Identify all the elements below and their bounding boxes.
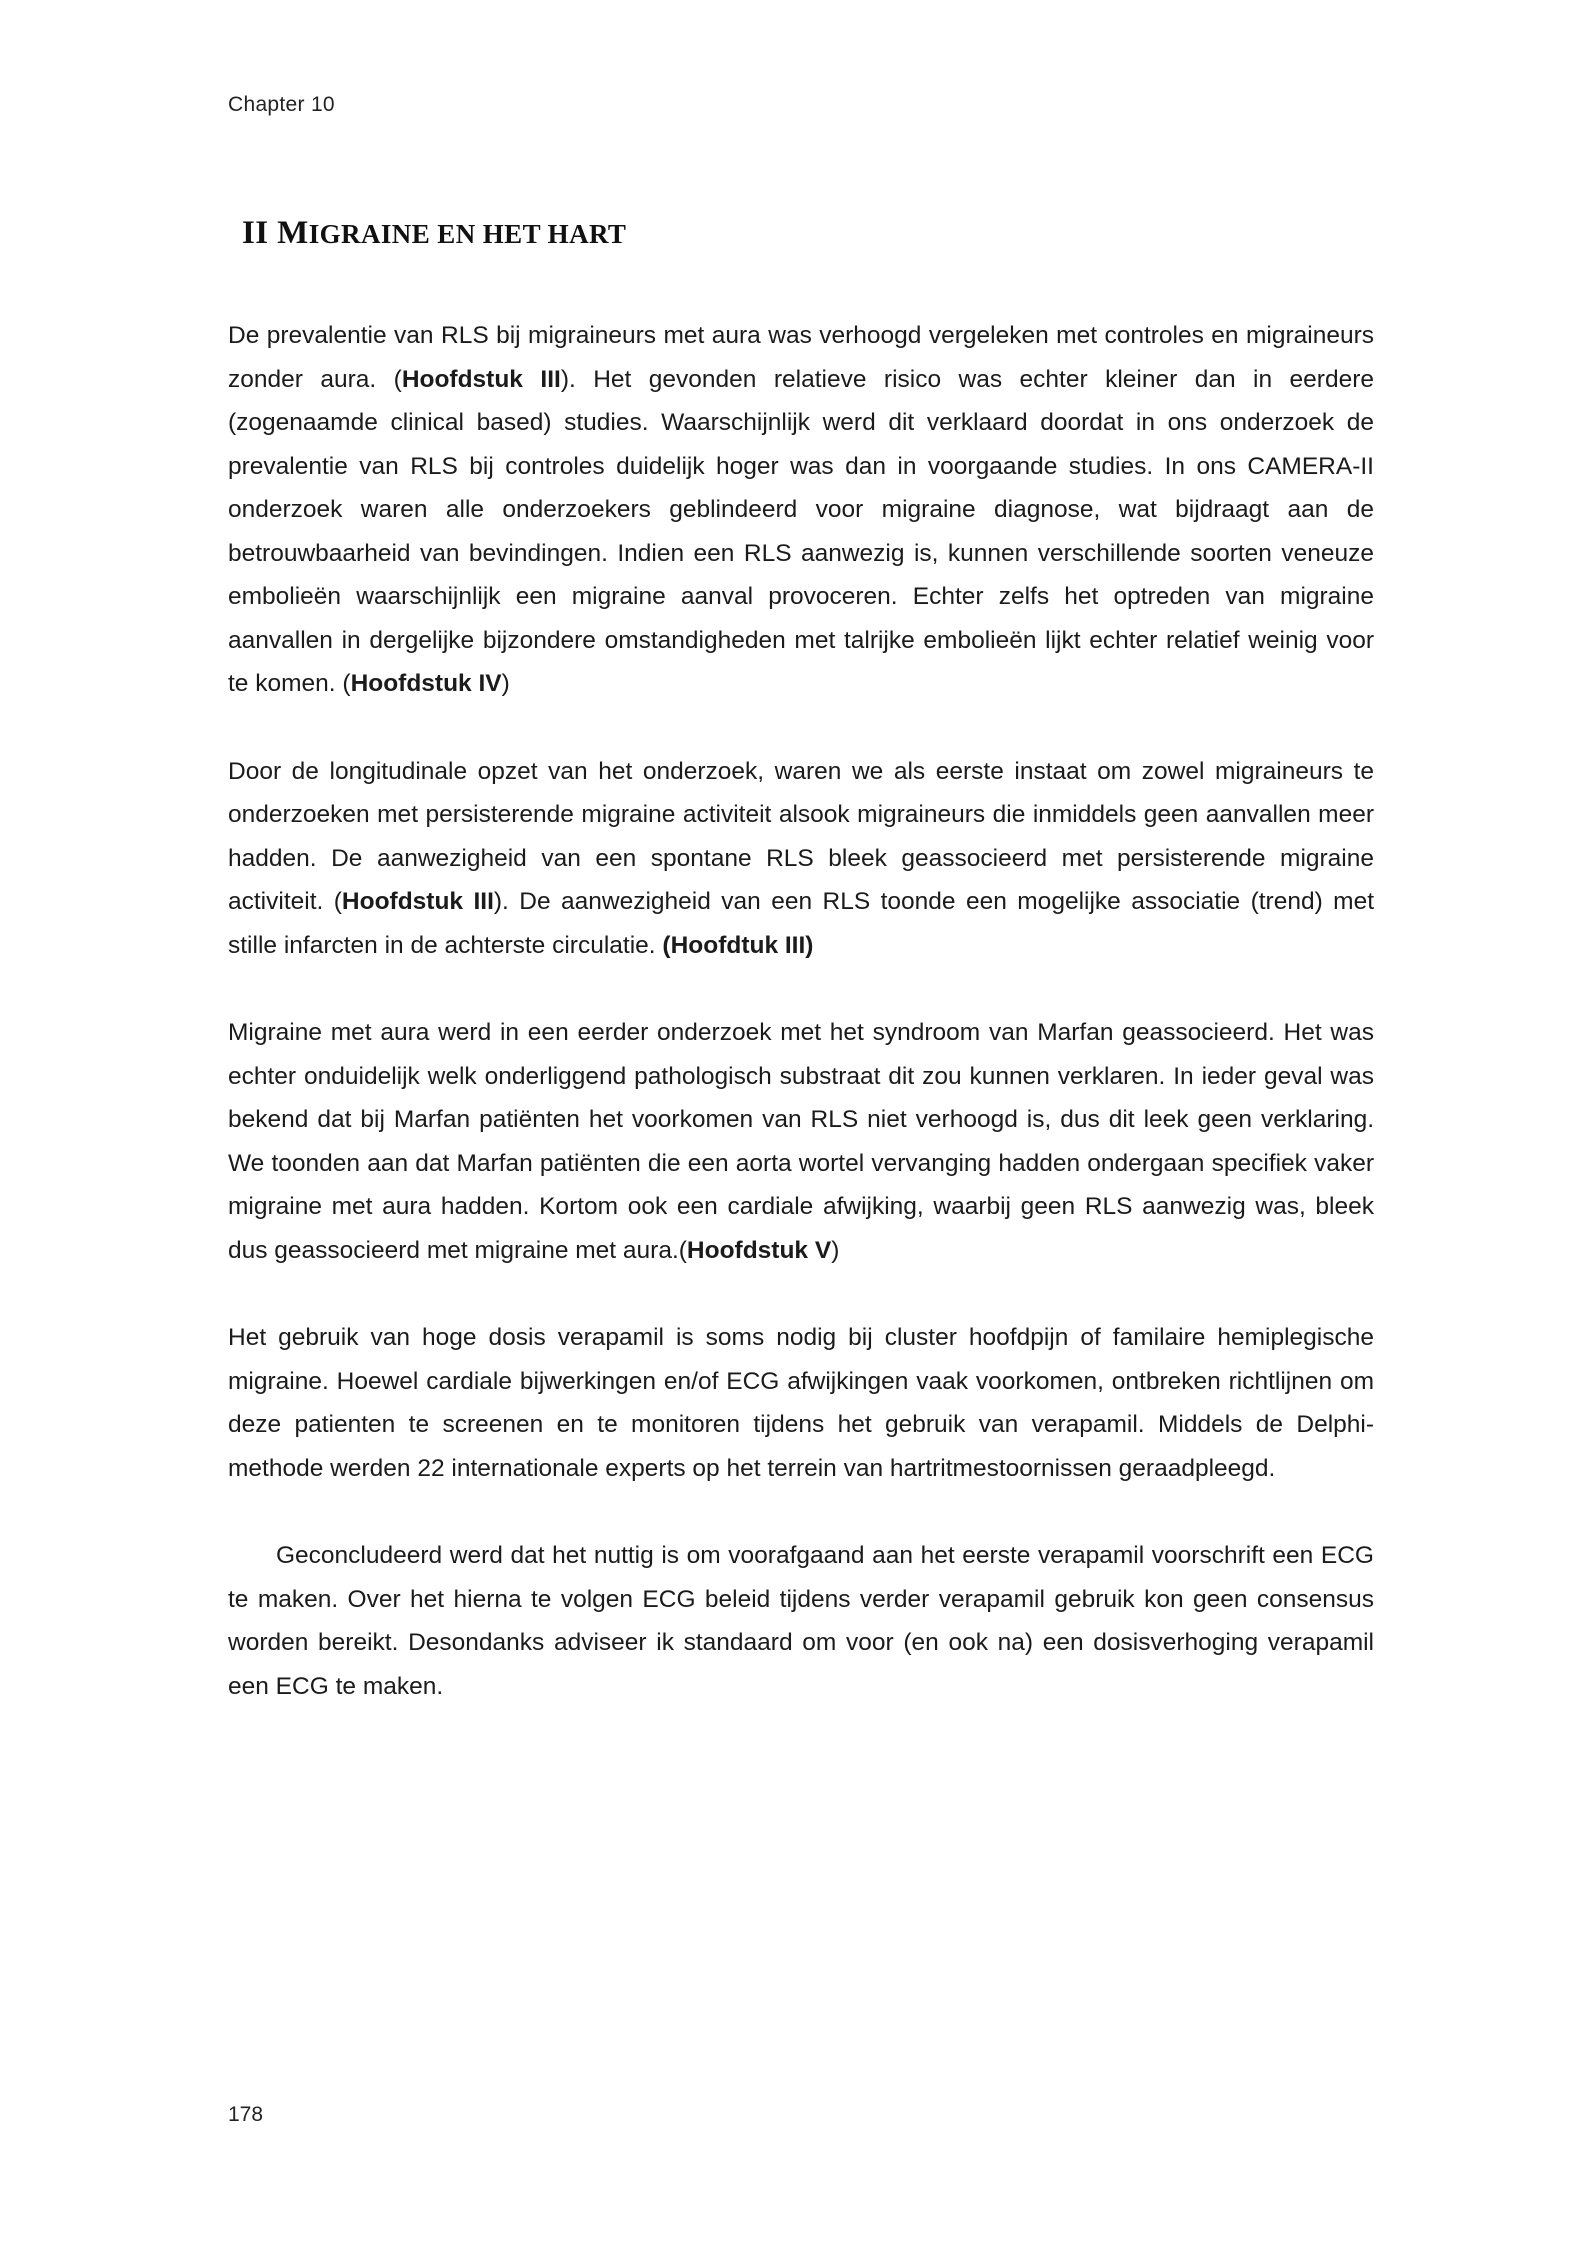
page-body — [228, 215, 1374, 1708]
paragraph-list — [228, 314, 1374, 1708]
text-run: ). De aanwezigheid van een RLS toonde een mogelijke associatie (trend) met stille infarcten in de achterste circulatie. — [228, 888, 1374, 959]
paragraph — [228, 314, 1374, 706]
paragraph — [228, 1011, 1374, 1272]
section-heading — [242, 215, 1374, 252]
text-run: De prevalentie van RLS bij migraineurs met aura was verhoogd vergeleken met controles en migraineurs zonder aura. ( — [228, 322, 1374, 393]
text-run: Door de longitudinale opzet van het onderzoek, waren we als eerste instaat om zowel migraineurs te onderzoeken met persisterende migraine activiteit alsook migraineurs die inmiddels geen aanvallen meer hadden. De aanwezigheid van een spontane RLS bleek geassocieerd met persisterende migraine activiteit. ( — [228, 757, 1374, 915]
section-title-text: MIGRAINE EN HET HART — [277, 215, 627, 251]
paragraph — [228, 1316, 1374, 1490]
text-run: ) — [501, 670, 510, 697]
chapter-reference: Hoofdstuk V — [686, 1236, 832, 1264]
text-run: ) — [831, 1236, 840, 1264]
running-head: Chapter 10 — [228, 93, 335, 116]
chapter-reference: Hoofdstuk III — [401, 365, 561, 393]
paragraph — [228, 750, 1374, 968]
text-run: Migraine met aura werd in een eerder onderzoek met het syndroom van Marfan geassocieerd. Het was echter onduidelijk welk onderliggend pathologisch substraat dit zou kunnen verklaren. In ieder geval was bekend dat bij Marfan patiënten het voorkomen van RLS niet verhoogd is, dus dit leek geen verklaring. We toonden aan dat Marfan patiënten die een aorta wortel vervanging hadden ondergaan specifiek vaker migraine met aura hadden. Kortom ook een cardiale afwijking, waarbij geen RLS aanwezig was, bleek dus geassocieerd met migraine met aura.( — [228, 1019, 1374, 1264]
text-run: Geconcludeerd werd dat het nuttig is om voorafgaand aan het eerste verapamil voorschrift een ECG te maken. Over het hierna te volgen ECG beleid tijdens verder verapamil gebruik kon geen consensus worden bereikt. Desondanks adviseer ik standaard om voor (en ook na) een dosisverhoging verapamil een ECG te maken. — [228, 1542, 1374, 1700]
paragraph — [228, 1534, 1374, 1708]
chapter-reference: Hoofdstuk IV — [350, 670, 502, 697]
chapter-reference: Hoofdstuk III — [341, 888, 494, 915]
section-number: II — [242, 215, 269, 251]
page-number: 178 — [228, 2103, 264, 2126]
chapter-reference: (Hoofdtuk III) — [662, 931, 814, 959]
text-run: ). Het gevonden relatieve risico was echter kleiner dan in eerdere (zogenaamde clinical based) studies. Waarschijnlijk werd dit verklaard doordat in ons onderzoek de prevalentie van RLS bij controles duidelijk hoger was dan in voorgaande studies. In ons CAMERA-II onderzoek waren alle onderzoekers geblindeerd voor migraine diagnose, wat bijdraagt aan de betrouwbaarheid van bevindingen. Indien een RLS aanwezig is, kunnen verschillende soorten veneuze embolieën waarschijnlijk een migraine aanval provoceren. Echter zelfs het optreden van migraine aanvallen in dergelijke bijzondere omstandigheden met talrijke embolieën lijkt echter relatief weinig voor te komen. ( — [228, 365, 1374, 697]
text-run: Het gebruik van hoge dosis verapamil is soms nodig bij cluster hoofdpijn of familaire hemiplegische migraine. Hoewel cardiale bijwerkingen en/of ECG afwijkingen vaak voorkomen, ontbreken richtlijnen om deze patienten te screenen en te monitoren tijdens het gebruik van verapamil. Middels de Delphi-methode werden 22 internationale experts op het terrein van hartritmestoornissen geraadpleegd. — [228, 1324, 1374, 1482]
